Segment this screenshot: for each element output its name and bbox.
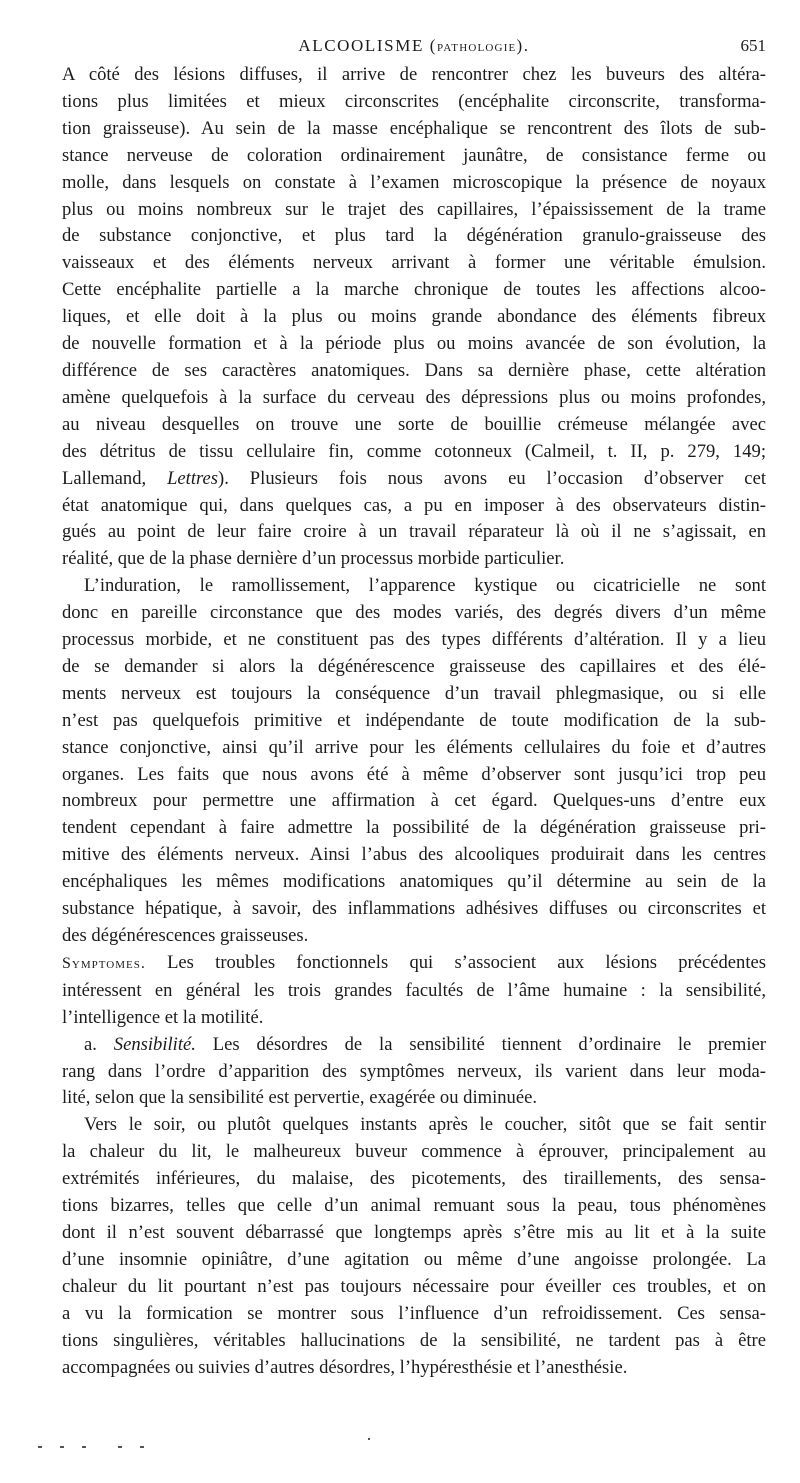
text-line: liques, et elle doit à la plus ou moins grande abondance des éléments fibreux [62,306,766,328]
text-line: au niveau desquelles on trouve une sorte de bouillie crémeuse mélangée avec [62,413,766,435]
text-line: de substance conjonctive, et plus tard la dégénération granulo-graisseuse des [62,225,766,247]
text-line: L’induration, le ramollissement, l’apparence kystique ou cicatricielle ne sont [84,575,766,597]
text-line: tions plus limitées et mieux circonscrites (encéphalite circonscrite, transforma- [62,90,766,112]
text-segment: a. [84,1033,114,1055]
text-segment: Les désordres de la sensibilité tiennent d’ordinaire le premier [195,1033,766,1055]
text-line: réalité, que de la phase dernière d’un processus morbide particulier. [62,548,565,570]
running-title [62,36,766,56]
italic-sensibilite: Sensibilité. [113,1033,196,1055]
text-line: vaisseaux et des éléments nerveux arrivant à former une véritable émulsion. [62,252,766,274]
text-line: substance hépatique, à savoir, des inflammations adhésives diffuses ou circonscrites et [62,898,766,920]
running-title-end: ). [516,36,530,55]
text-line: intéressent en général les trois grandes facultés de l’âme humaine : la sensibilité, [62,979,766,1001]
text-line: tions bizarres, telles que celle d’un animal remuant sous la peau, tous phénomènes [62,1195,766,1217]
text-line: n’est pas quelquefois primitive et indépendante de toute modification de la sub- [62,709,766,731]
text-line [62,1032,766,1059]
text-line: stance conjonctive, ainsi qu’il arrive pour les éléments cellulaires du foie et d’autres [62,736,766,758]
running-title-subtitle: PATHOLOGIE [437,42,517,54]
text-line: tendent cependant à faire admettre la possibilité de la dégénération graisseuse pri- [62,817,766,839]
text-line: a vu la formication se montrer sous l’influence d’un refroidissement. Ces sensa- [62,1302,766,1324]
text-line: dont il n’est souvent débarrassé que longtemps après s’être mis au lit et à la suite [62,1221,766,1243]
body-text [62,62,766,1381]
text-line: rang dans l’ordre d’apparition des symptômes nerveux, ils varient dans leur moda- [62,1060,766,1082]
text-line: nombreux pour permettre une affirmation à cet égard. Quelques-uns d’entre eux [62,790,766,812]
page-number: 651 [740,36,766,55]
text-line: de nouvelle formation et à la période plus ou moins avancée de son évolution, la [62,333,766,355]
text-line [62,950,766,978]
text-line: encéphaliques les mêmes modifications anatomiques qu’il détermine au sein de la [62,871,766,893]
text-segment: Lallemand, [62,467,168,489]
text-line: des détritus de tissu cellulaire fin, comme cotonneux (Calmeil, t. II, p. 279, 149; [62,440,766,462]
text-line: Cette encéphalite partielle a la marche chronique de toutes les affections alcoo- [62,279,766,301]
text-line: processus morbide, et ne constituent pas des types différents d’altération. Il y a lieu [62,629,766,651]
text-line: organes. Les faits que nous avons été à même d’observer sont jusqu’ici trop peu [62,763,766,785]
text-line: amène quelquefois à la surface du cerveau des dépressions plus ou moins profondes, [62,386,766,408]
text-line: A côté des lésions diffuses, il arrive de rencontrer chez les buveurs des altéra- [62,64,766,85]
text-line: d’une insomnie opiniâtre, d’une agitation ou même d’une angoisse prolongée. La [62,1248,766,1270]
text-segment: Les troubles fonctionnels qui s’associent aux lésions précédentes [145,951,766,973]
text-line: accompagnées ou suivies d’autres désordres, l’hypéresthésie et l’anesthésie. [62,1356,628,1378]
text-line: gués au point de leur faire croire à un travail réparateur là où il ne s’agissait, en [62,521,766,543]
section-heading-symptomes: Symptomes. [62,954,146,972]
text-line: extrémités inférieures, du malaise, des picotements, des tiraillements, des sensa- [62,1168,766,1190]
text-line: plus ou moins nombreux sur le trajet des capillaires, l’épaississement de la trame [62,198,766,220]
text-line: la chaleur du lit, le malheureux buveur commence à éprouver, principalement au [62,1141,766,1163]
text-line: ments nerveux est toujours la conséquence d’un travail phlegmasique, ou si elle [62,682,766,704]
text-line: lité, selon que la sensibilité est pervertie, exagérée ou diminuée. [62,1087,538,1109]
scan-dot [38,1446,42,1448]
scan-artifacts [0,1420,800,1460]
scan-dot [368,1438,370,1440]
text-line: donc en pareille circonstance que des modes variés, des degrés divers d’un même [62,602,766,624]
italic-lettres: Lettres [167,467,219,489]
scan-dot [140,1446,144,1448]
text-line: état anatomique qui, dans quelques cas, a pu en imposer à des observateurs distin- [62,494,766,516]
text-line: l’intelligence et la motilité. [62,1006,264,1028]
text-line: molle, dans lesquels on constate à l’examen microscopique la présence de noyaux [62,171,766,193]
text-segment: ). Plusieurs fois nous avons eu l’occasion d’observer cet [218,467,766,489]
scan-dot [118,1446,122,1448]
text-line: de se demander si alors la dégénérescence graisseuse des capillaires et des élé- [62,655,766,677]
scan-dot [82,1446,86,1448]
text-line: des dégénérescences graisseuses. [62,925,309,946]
scan-dot [60,1446,64,1448]
text-line: mitive des éléments nerveux. Ainsi l’abus des alcooliques produirait dans les centres [62,844,766,866]
running-title-main: ALCOOLISME ( [298,36,438,55]
text-line: stance nerveuse de coloration ordinairement jaunâtre, de consistance ferme ou [62,144,766,166]
text-line: tion graisseuse). Au sein de la masse encéphalique se rencontrent des îlots de sub- [62,117,766,139]
page-header [62,36,766,58]
text-line [62,466,766,493]
text-line: chaleur du lit pourtant n’est pas toujours nécessaire pour éveiller ces troubles, et on [62,1275,766,1297]
text-line: différence de ses caractères anatomiques. Dans sa dernière phase, cette altération [62,359,766,381]
text-line: tions singulières, véritables hallucinations de la sensibilité, ne tardent pas à être [62,1329,766,1351]
text-line: Vers le soir, ou plutôt quelques instants après le coucher, sitôt que se fait sentir [84,1114,766,1136]
